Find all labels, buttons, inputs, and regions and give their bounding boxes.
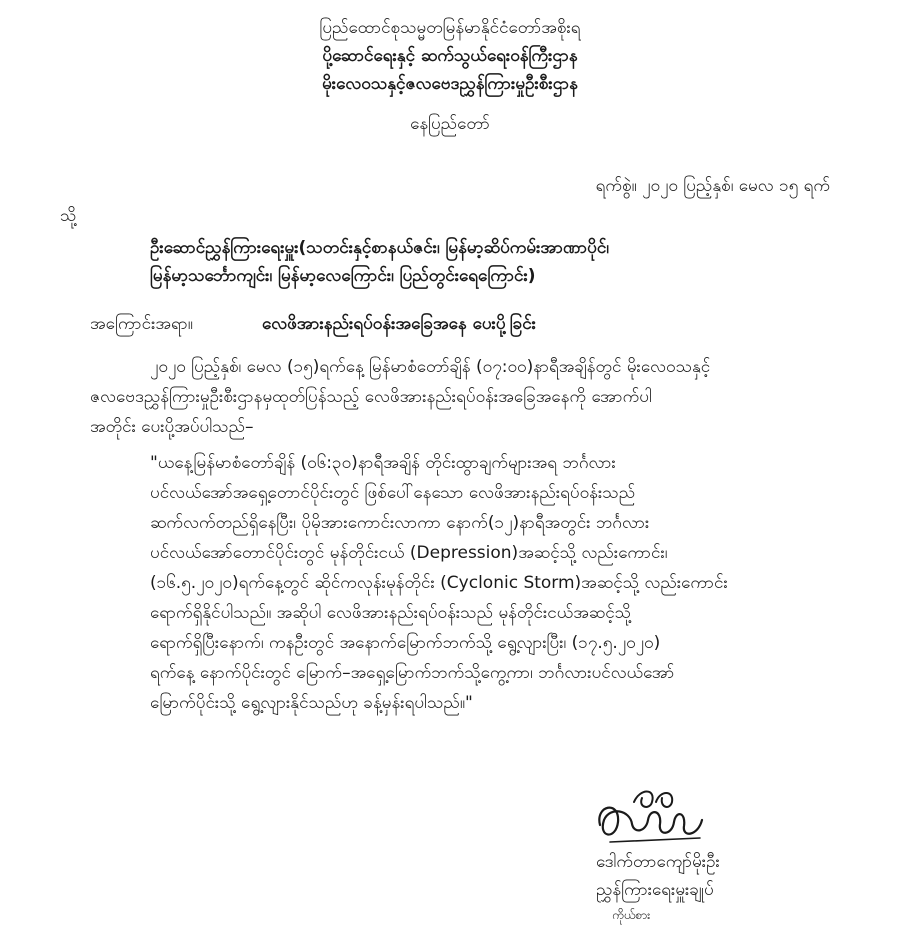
forecast-quote	[150, 448, 880, 718]
department-title: မိုးလေဝသနှင့်ဇလဗေဒညွှန်ကြားမှုဦးစီးဌာန	[322, 74, 578, 94]
letter-date: ရက်စွဲ။ ၂၀၂၀ ပြည့်နှစ်၊ မေလ ၁၅ ရက်	[595, 176, 830, 196]
recipient-to: သို့	[60, 206, 77, 226]
signatory-name: ဒေါက်တာကျော်မိုးဦး	[596, 852, 720, 872]
handwritten-signature	[590, 780, 710, 850]
subject-label: အကြောင်းအရာ။	[90, 314, 193, 334]
recipient-line-1: ဦးဆောင်ညွှန်ကြားရေးမှူး(သတင်းနှင့်စာနယ်ဇင်း၊ မြန်မာ့ဆိပ်ကမ်းအာဏာပိုင်၊	[150, 238, 609, 258]
intro-paragraph	[90, 352, 880, 442]
intro-line: ဇလဗေဒညွှန်ကြားမှုဦးစီးဌာနမှထုတ်ပြန်သည့် လေဖိအားနည်းရပ်ဝန်းအခြေအနေကို အောက်ပါ	[90, 387, 652, 407]
quote-line: (၁၆.၅.၂၀၂၀)ရက်နေ့တွင် ဆိုင်ကလုန်းမုန်တိုင်း (Cyclonic Storm)အဆင့်သို့ လည်းကောင်း	[150, 573, 728, 593]
recipient-line-2: မြန်မာ့သင်္ဘောကျင်း၊ မြန်မာ့လေကြောင်း၊ ပြည်တွင်းရေကြောင်း)	[150, 266, 536, 286]
quote-line: ပင်လယ်အော်အရှေ့တောင်ပိုင်းတွင် ဖြစ်ပေါ်နေသော လေဖိအားနည်းရပ်ဝန်းသည်	[150, 483, 636, 503]
government-title: ပြည်ထောင်စုသမ္မတမြန်မာနိုင်ငံတော်အစိုးရ	[319, 18, 581, 38]
quote-line: ဆက်လက်တည်ရှိနေပြီး၊ ပိုမိုအားကောင်းလာကာ နောက်(၁၂)နာရီအတွင်း ဘင်္ဂလား	[150, 513, 650, 533]
quote-line: ရောက်ရှိနိုင်ပါသည်။ အဆိုပါ လေဖိအားနည်းရပ်ဝန်းသည် မုန်တိုင်းငယ်အဆင့်သို့	[150, 603, 632, 623]
quote-line: ရက်နေ့ နောက်ပိုင်းတွင် မြောက်–အရှေ့မြောက်ဘက်သို့ကွေ့ကာ၊ ဘင်္ဂလားပင်လယ်အော်	[150, 663, 675, 683]
quote-line: ပင်လယ်အော်တောင်ပိုင်းတွင် မုန်တိုင်းငယ် (Depression)အဆင့်သို့ လည်းကောင်း၊	[150, 543, 668, 563]
quote-line: ရောက်ရှိပြီးနောက်၊ ကနဦးတွင် အနောက်မြောက်ဘက်သို့ ရွေ့လျားပြီး၊ (၁၇.၅.၂၀၂၀)	[150, 633, 661, 653]
quote-line: "ယနေ့မြန်မာစံတော်ချိန် (၀၆:၃၀)နာရီအချိန် တိုင်းထွာချက်များအရ ဘင်္ဂလား	[150, 453, 616, 473]
quote-line: မြောက်ပိုင်းသို့ ရွေ့လျားနိုင်သည်ဟု ခန့်မှန်းရပါသည်။"	[150, 693, 473, 713]
intro-line: အတိုင်း ပေးပို့အပ်ပါသည်–	[90, 417, 254, 437]
signatory-for: ကိုယ်စား	[612, 908, 651, 922]
subject-text: လေဖိအားနည်းရပ်ဝန်းအခြေအနေ ပေးပို့ခြင်း	[262, 314, 537, 334]
signatory-title: ညွှန်ကြားရေးမှူးချုပ်	[596, 880, 714, 900]
intro-line: ၂၀၂၀ ပြည့်နှစ်၊ မေလ (၁၅)ရက်နေ့ မြန်မာစံတော်ချိန် (၀၇:၀၀)နာရီအချိန်တွင် မိုးလေဝသနှင့်	[150, 357, 711, 377]
city-name: နေပြည်တော်	[410, 114, 490, 134]
ministry-title: ပို့ဆောင်ရေးနှင့် ဆက်သွယ်ရေးဝန်ကြီးဌာန	[322, 46, 578, 66]
